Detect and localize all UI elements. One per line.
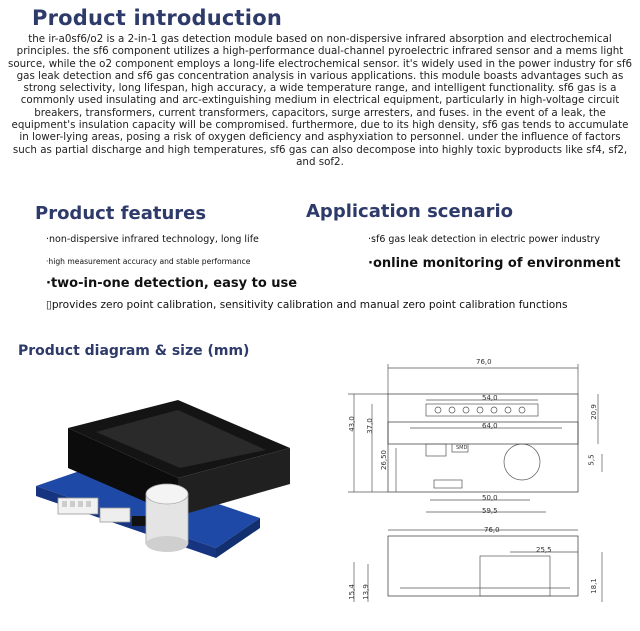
connector-right — [100, 508, 130, 522]
intro-title: Product introduction — [32, 6, 282, 30]
dim-height-right: 20,9 — [589, 404, 598, 420]
dim-pin-span: 50,0 — [482, 494, 498, 502]
module-photo — [28, 398, 298, 588]
feature-item-2: ·high measurement accuracy and stable performance — [46, 257, 251, 266]
intro-paragraph: the ir-a0sf6/o2 is a 2-in-1 gas detection module based on non-dispersive infrared absorption and electrochemical principles. the sf6 component utilizes a high-performance dual-channel pyroelectric infrared sensor and a mems light source, while the o2 component employs a long-life electrochemical sensor. it's widely used in the power industry for sf6 gas leak detection and sf6 gas concentration analysis in various applications. this module boasts advantages such as strong selectivity, long lifespan, high accuracy, a wide temperature range, and intelligent functionality. sf6 gas is a commonly used insulating and arc-extinguishing medium in electrical equipment, particularly in high-voltage circuit breakers, transformers, current transformers, capacitors, surge arresters, and fuses. in the event of a leak, the equipment's insulation capacity will be compromised. furthermore, due to its high density, sf6 gas tends to accumulate in lower-lying areas, posing a risk of oxygen deficiency and asphyxiation to personnel. under the influence of factors such as partial discharge and high temperatures, sf6 gas can also decompose into highly toxic byproducts like sf4, sf2, and sof2. — [7, 33, 633, 168]
application-title: Application scenario — [306, 201, 514, 222]
feature-item-3: ·two-in-one detection, easy to use — [46, 276, 298, 291]
o2-sensor-outline — [504, 444, 540, 480]
dim-height-c: 18,1 — [589, 578, 598, 594]
dim-height-lower: 26,50 — [380, 449, 389, 471]
dim-side-width: 76,0 — [484, 526, 500, 534]
dim-window-width: 54,0 — [482, 394, 498, 402]
dim-height-a: 15,4 — [347, 584, 356, 600]
application-item-1: ·sf6 gas leak detection in electric power industry — [368, 234, 600, 245]
smd-label: SMD — [456, 445, 468, 451]
application-item-2: ·online monitoring of environment — [368, 256, 621, 271]
diagram-title: Product diagram & size (mm) — [18, 343, 250, 359]
feature-item-4: ▯provides zero point calibration, sensitivity calibration and manual zero point calibration functions — [46, 299, 568, 311]
dim-sensor-width: 25,5 — [536, 546, 552, 554]
dim-board-width: 59,5 — [482, 507, 498, 515]
feature-item-1: ·non-dispersive infrared technology, long life — [46, 234, 259, 245]
dim-width-top: 76,0 — [476, 358, 492, 366]
dim-height-inner: 37,0 — [365, 418, 374, 434]
dim-height-b: 13,9 — [361, 584, 370, 600]
side-view-body — [388, 536, 578, 596]
features-title: Product features — [35, 203, 207, 224]
dim-inner-width: 64,0 — [482, 422, 498, 430]
dim-pin-offset: 5,5 — [587, 454, 596, 466]
dim-height-total: 43,0 — [347, 416, 356, 432]
